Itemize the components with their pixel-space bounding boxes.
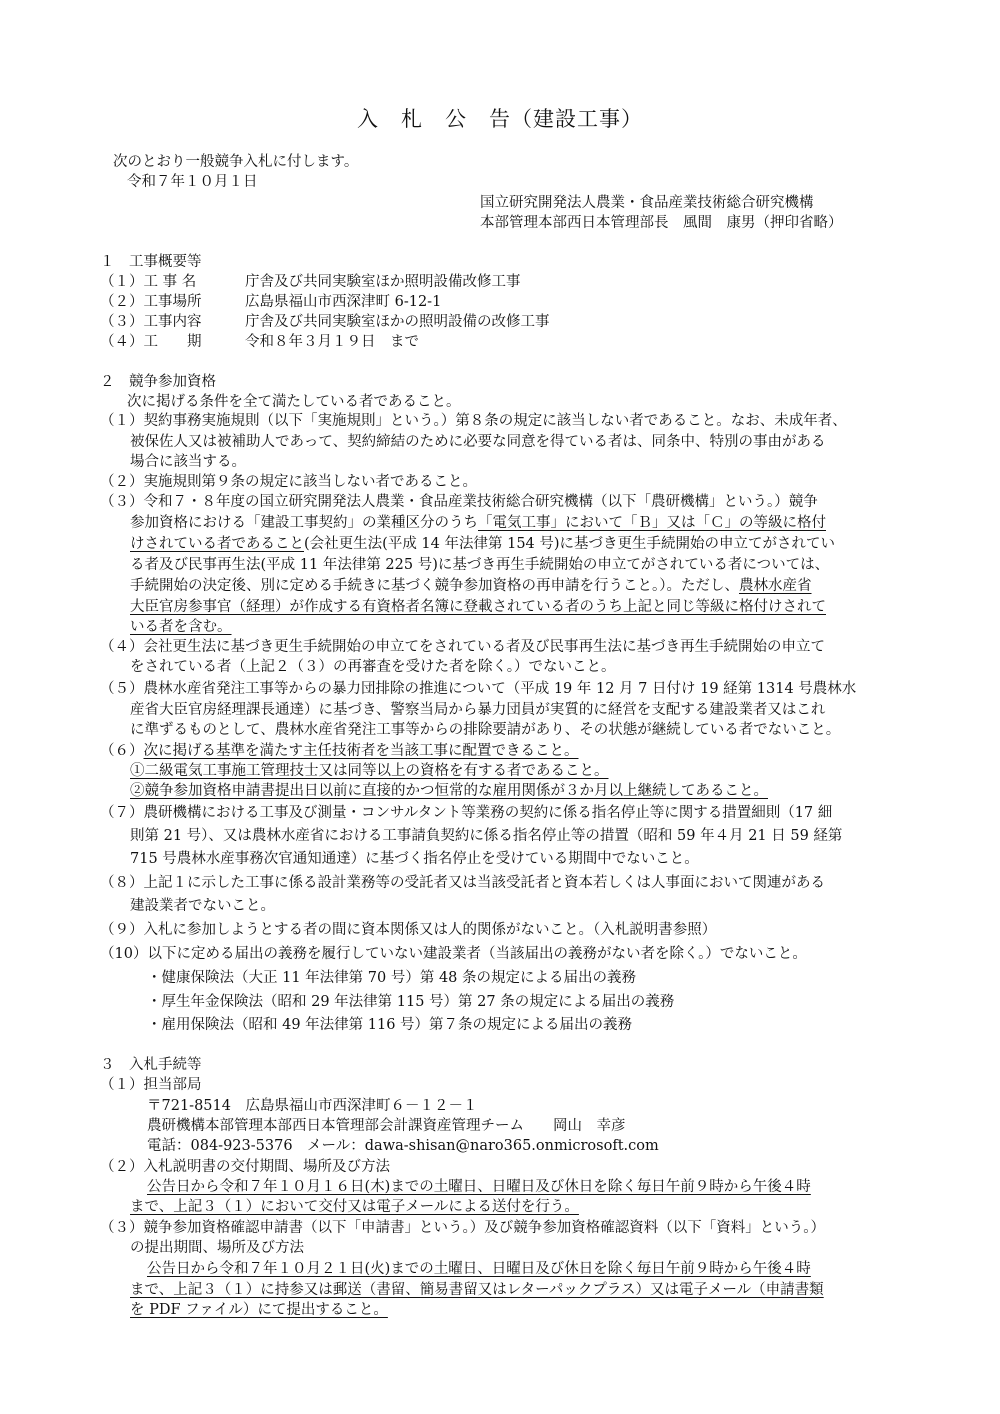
s1-label-1: （１）工 事 名 (100, 274, 197, 290)
s2-item-3-cont: 大臣官房参事官（経理）が作成する有資格者名簿に登載されている者のうち上記と同じ等級に格付けされて (130, 599, 826, 615)
page-title: 入 札 公 告（建設工事） (357, 107, 643, 131)
intro-line: 次のとおり一般競争入札に付します。 (113, 154, 359, 170)
contact-phone-email: 電話：084-923-5376 メール：dawa-shisan@naro365.onmicrosoft.com (147, 1138, 659, 1154)
s3-item-2: （２）入札説明書の交付期間、場所及び方法 (100, 1159, 390, 1175)
s1-value-2: 広島県福山市西深津町 6-12-1 (245, 294, 442, 310)
s2-item-8-cont: 建設業者でないこと。 (130, 898, 275, 914)
s2-item-1-cont: 被保佐人又は被補助人であって、契約締結のために必要な同意を得ている者は、同条中、特別の事由がある (130, 434, 826, 450)
signer: 本部管理本部西日本管理部長 風間 康男（押印省略） (480, 215, 843, 231)
notice-date: 令和７年１０月１日 (127, 174, 258, 190)
issuing-organization: 国立研究開発法人農業・食品産業技術総合研究機構 (480, 195, 814, 211)
s1-value-3: 庁舎及び共同実験室ほかの照明設備の改修工事 (245, 314, 550, 330)
s2-item-4-cont: をされている者（上記２（３）の再審査を受けた者を除く。）でないこと。 (130, 659, 616, 675)
s3-item-3-cont: の提出期間、場所及び方法 (130, 1240, 304, 1256)
s2-item-8: （８）上記１に示した工事に係る設計業務等の受託者又は当該受託者と資本若しくは人事面において関連がある (100, 875, 825, 891)
s3-item-2-cont: 公告日から令和７年１０月１６日(木)までの土曜日、日曜日及び休日を除く毎日午前９時から午後４時 (147, 1179, 811, 1195)
s2-lead: 次に掲げる条件を全て満たしている者であること。 (127, 394, 461, 410)
s1-label-2: （２）工事場所 (100, 294, 202, 310)
s2-item-10-bullet: ・厚生年金保険法（昭和 29 年法律第 115 号）第 27 条の規定による届出の義務 (147, 994, 675, 1010)
s2-item-3-cont: 手続開始の決定後、別に定める手続きに基づく競争参加資格の再申請を行うこと。）。ただし、農林水産省 (130, 578, 812, 594)
s2-item-6-sub-2: ②競争参加資格申請書提出日以前に直接的かつ恒常的な雇用関係が３か月以上継続してあること。 (130, 783, 768, 799)
s2-item-7: （７）農研機構における工事及び測量・コンサルタント等業務の契約に係る指名停止等に関する措置細則（17 細 (100, 805, 833, 821)
s2-item-9: （９）入札に参加しようとする者の間に資本関係又は人的関係がないこと。（入札説明書参照） (100, 922, 717, 938)
s3-item-3-cont: 公告日から令和７年１０月２１日(火)までの土曜日、日曜日及び休日を除く毎日午前９時から午後４時 (147, 1261, 811, 1277)
s3-item-3: （３）競争参加資格確認申請書（以下「申請書」という。）及び競争参加資格確認資料（以下「資料」という。） (100, 1220, 825, 1236)
s2-item-1-cont: 場合に該当する。 (130, 454, 246, 470)
s2-item-6: （６）次に掲げる基準を満たす主任技術者を当該工事に配置できること。 (100, 743, 579, 759)
s1-value-1: 庁舎及び共同実験室ほか照明設備改修工事 (245, 274, 521, 290)
s1-label-3: （３）工事内容 (100, 314, 202, 330)
s3-item-2-cont: まで、上記３（１）において交付又は電子メールによる送付を行う。 (130, 1199, 579, 1215)
s2-item-10-bullet: ・健康保険法（大正 11 年法律第 70 号）第 48 条の規定による届出の義務 (147, 970, 637, 986)
s2-item-10-bullet: ・雇用保険法（昭和 49 年法律第 116 号）第７条の規定による届出の義務 (147, 1017, 633, 1033)
s2-item-2: （２）実施規則第９条の規定に該当しない者であること。 (100, 474, 477, 490)
s3-item-1: （１）担当部局 (100, 1077, 202, 1093)
s2-item-7-cont: 則第 21 号）、又は農林水産省における工事請負契約に係る指名停止等の措置（昭和 59 年４月 21 日 59 経第 (130, 828, 843, 844)
section-1-heading: １ 工事概要等 (100, 254, 202, 270)
s2-item-6-sub-1: ①二級電気工事施工管理技士又は同等以上の資格を有する者であること。 (130, 763, 609, 779)
s2-item-3: （３）令和７・８年度の国立研究開発法人農業・食品産業技術総合研究機構（以下「農研機構」という。）競争 (100, 494, 818, 510)
s2-item-3-cont: いる者を含む。 (130, 619, 232, 635)
section-2-heading: ２ 競争参加資格 (100, 374, 216, 390)
s2-item-5: （５）農林水産省発注工事等からの暴力団排除の推進について（平成 19 年 12 月 7 日付け 19 経第 1314 号農林水 (100, 681, 857, 697)
contact-address: 〒721-8514 広島県福山市西深津町６－１２－１ (147, 1098, 478, 1114)
s3-item-3-cont: を PDF ファイル）にて提出すること。 (130, 1302, 388, 1318)
section-3-heading: ３ 入札手続等 (100, 1057, 202, 1073)
s2-item-1: （１）契約事務実施規則（以下「実施規則」という。）第８条の規定に該当しない者であること。なお、未成年者、 (100, 413, 847, 429)
s2-item-4: （４）会社更生法に基づき更生手続開始の申立てをされている者及び民事再生法に基づき再生手続開始の申立て (100, 639, 825, 655)
s2-item-3-cont: る者及び民事再生法(平成 11 年法律第 225 号)に基づき再生手続開始の申立てがされている者については、 (130, 557, 830, 573)
s2-item-5-cont: に準ずるものとして、農林水産省発注工事等からの排除要請があり、その状態が継続している者でないこと。 (130, 722, 841, 738)
s2-item-3-cont: けされている者であること(会社更生法(平成 14 年法律第 154 号)に基づき更生手続開始の申立てがされてい (130, 536, 836, 552)
s2-item-7-cont: 715 号農林水産事務次官通知通達）に基づく指名停止を受けている期間中でないこと。 (130, 851, 699, 867)
s1-label-4: （４）工 期 (100, 334, 202, 350)
s2-item-3-cont: 参加資格における「建設工事契約」の業種区分のうち「電気工事」において「Ｂ」又は「Ｃ」の等級に格付 (130, 515, 826, 531)
s1-value-4: 令和８年３月１９日 まで (245, 334, 419, 350)
s2-item-10: （10）以下に定める届出の義務を履行していない建設業者（当該届出の義務がない者を除く。）でないこと。 (100, 946, 807, 962)
s2-item-5-cont: 産省大臣官房経理課長通達）に基づき、警察当局から暴力団員が実質的に経営を支配する建設業者又はこれ (130, 702, 826, 718)
contact-department: 農研機構本部管理本部西日本管理部会計課資産管理チーム 岡山 幸彦 (147, 1118, 626, 1134)
s3-item-3-cont: まで、上記３（１）に持参又は郵送（書留、簡易書留又はレターパックプラス）又は電子メール（申請書類 (130, 1282, 824, 1298)
